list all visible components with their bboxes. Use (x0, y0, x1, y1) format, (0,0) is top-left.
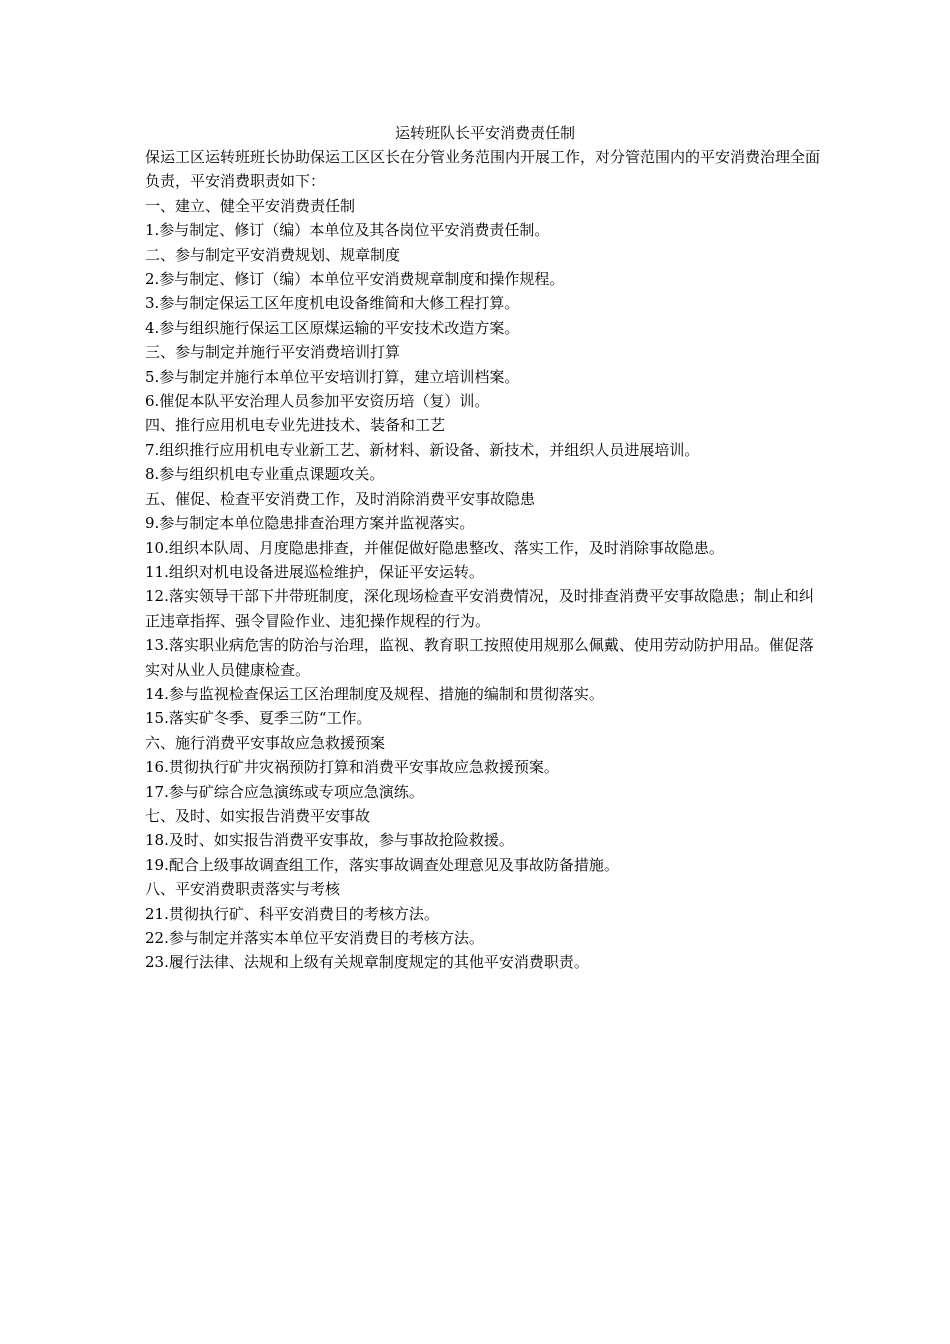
section-heading-8: 八、平安消费职责落实与考核 (145, 880, 341, 899)
item-1: 1.参与制定、修订（编）本单位及其各岗位平安消费责任制。 (145, 221, 550, 240)
item-21: 21.贯彻执行矿、科平安消费目的考核方法。 (145, 904, 439, 923)
item-4: 4.参与组织施行保运工区原煤运输的平安技术改造方案。 (145, 318, 520, 337)
item-23: 23.履行法律、法规和上级有关规章制度规定的其他平安消费职责。 (145, 953, 589, 972)
item-16: 16.贯彻执行矿井灾祸预防打算和消费平安事故应急救援预案。 (145, 758, 559, 777)
document-body (145, 121, 825, 975)
section-heading-5: 五、催促、检查平安消费工作，及时消除消费平安事故隐患 (145, 489, 536, 508)
item-19: 19.配合上级事故调查组工作，落实事故调查处理意见及事故防备措施。 (145, 855, 619, 874)
item-15: 15.落实矿冬季、夏季三防“工作。 (145, 709, 372, 728)
item-2: 2.参与制定、修订（编）本单位平安消费规章制度和操作规程。 (145, 270, 565, 289)
item-14: 14.参与监视检查保运工区治理制度及规程、措施的编制和贯彻落实。 (145, 684, 604, 703)
section-heading-7: 七、及时、如实报告消费平安事故 (145, 806, 371, 825)
item-3: 3.参与制定保运工区年度机电设备维简和大修工程打算。 (145, 294, 520, 313)
item-12: 12.落实领导干部下井带班制度，深化现场检查平安消费情况，及时排查消费平安事故隐患；制止和纠正违章指挥、强令冒险作业、违犯操作规程的行为。 (145, 587, 814, 630)
item-13: 13.落实职业病危害的防治与治理，监视、教育职工按照使用规那么佩戴、使用劳动防护用品。催促落实对从业人员健康检查。 (145, 636, 814, 679)
item-5: 5.参与制定并施行本单位平安培训打算，建立培训档案。 (145, 367, 520, 386)
section-heading-6: 六、施行消费平安事故应急救援预案 (145, 733, 386, 752)
item-10: 10.组织本队周、月度隐患排查，并催促做好隐患整改、落实工作，及时消除事故隐患。 (145, 538, 724, 557)
intro-paragraph: 保运工区运转班班长协助保运工区区长在分管业务范围内开展工作，对分管范围内的平安消费治理全面负责，平安消费职责如下： (145, 148, 821, 191)
section-heading-2: 二、参与制定平安消费规划、规章制度 (145, 245, 401, 264)
item-8: 8.参与组织机电专业重点课题攻关。 (145, 465, 385, 484)
item-22: 22.参与制定并落实本单位平安消费目的考核方法。 (145, 929, 484, 947)
section-heading-3: 三、参与制定并施行平安消费培训打算 (145, 343, 401, 362)
item-9: 9.参与制定本单位隐患排查治理方案并监视落实。 (145, 514, 475, 533)
item-6: 6.催促本队平安治理人员参加平安资历培（复）训。 (145, 392, 490, 411)
section-heading-4: 四、推行应用机电专业先进技术、装备和工艺 (145, 416, 446, 435)
item-11: 11.组织对机电设备进展巡检维护，保证平安运转。 (145, 562, 484, 581)
item-17: 17.参与矿综合应急演练或专项应急演练。 (145, 782, 424, 801)
item-18: 18.及时、如实报告消费平安事故，参与事故抢险救援。 (145, 831, 514, 850)
item-7: 7.组织推行应用机电专业新工艺、新材料、新设备、新技术，并组织人员进展培训。 (145, 440, 700, 459)
section-heading-1: 一、建立、健全平安消费责任制 (145, 196, 356, 215)
document-title: 运转班队长平安消费责任制 (394, 124, 575, 142)
